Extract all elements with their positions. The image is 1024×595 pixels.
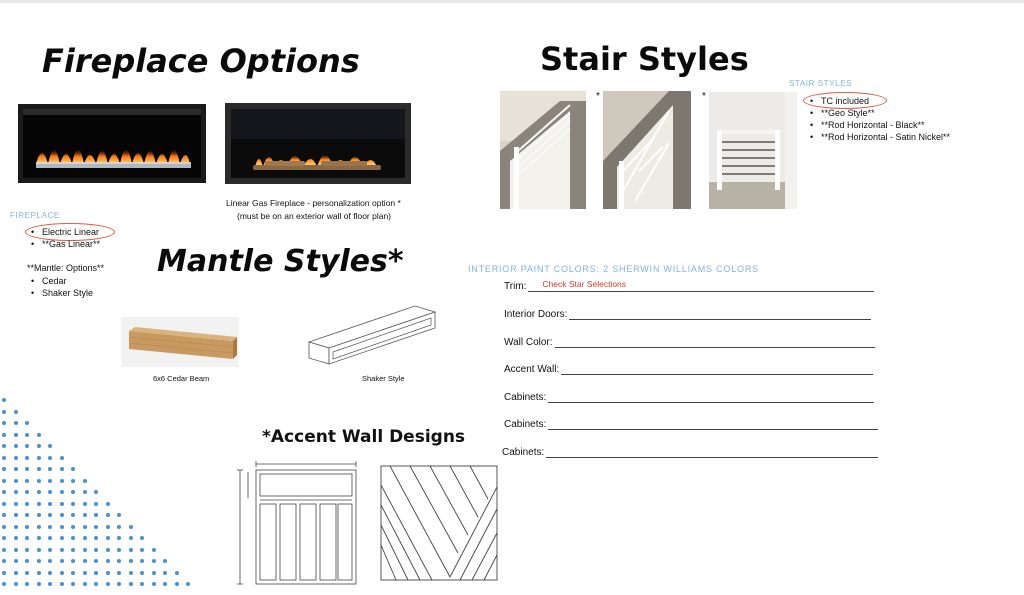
decorative-dot (71, 548, 75, 552)
stair-asterisk-2: * (702, 91, 706, 102)
decorative-dot (129, 536, 133, 540)
decorative-dot (117, 513, 121, 517)
stair-photo-2 (603, 91, 691, 209)
decorative-dot (60, 548, 64, 552)
decorative-dot (129, 559, 133, 563)
decorative-dot (94, 513, 98, 517)
decorative-dot (117, 548, 121, 552)
stair-asterisk-1: * (596, 91, 600, 102)
decorative-dot (152, 571, 156, 575)
decorative-dot (60, 559, 64, 563)
decorative-dot (94, 559, 98, 563)
decorative-dot (94, 525, 98, 529)
decorative-dot (163, 582, 167, 586)
stair-option-tc: • TC included (805, 95, 950, 107)
decorative-dot (37, 571, 41, 575)
decorative-dot (60, 467, 64, 471)
decorative-dot (25, 559, 29, 563)
decorative-dot (106, 536, 110, 540)
accent-wall-panel-illustration (232, 458, 362, 590)
decorative-dot (83, 582, 87, 586)
paint-line-wall-color[interactable] (555, 346, 875, 348)
decorative-dot (2, 502, 6, 506)
decorative-dot-pattern (0, 396, 200, 594)
decorative-dot (2, 467, 6, 471)
decorative-dot (140, 582, 144, 586)
decorative-dot (163, 559, 167, 563)
decorative-dot (2, 398, 6, 402)
decorative-dot (129, 525, 133, 529)
decorative-dot (14, 525, 18, 529)
decorative-dot (37, 536, 41, 540)
decorative-dot (48, 525, 52, 529)
paint-heading: INTERIOR PAINT COLORS: 2 SHERWIN WILLIAMS COLORS (468, 264, 759, 274)
decorative-dot (60, 456, 64, 460)
decorative-dot (83, 502, 87, 506)
decorative-dot (37, 490, 41, 494)
paint-label-interior-doors: Interior Doors: (504, 309, 568, 320)
accent-title: *Accent Wall Designs (262, 427, 466, 447)
decorative-dot (37, 513, 41, 517)
mantle-options-label: **Mantle: Options** (27, 263, 105, 273)
decorative-dot (186, 582, 190, 586)
decorative-dot (25, 421, 29, 425)
decorative-dot (71, 467, 75, 471)
electric-fireplace-image (18, 104, 206, 183)
decorative-dot (14, 467, 18, 471)
decorative-dot (140, 559, 144, 563)
decorative-dot (48, 559, 52, 563)
decorative-dot (117, 525, 121, 529)
decorative-dot (48, 456, 52, 460)
decorative-dot (25, 525, 29, 529)
decorative-dot (140, 548, 144, 552)
paint-label-trim: Trim: (504, 281, 527, 292)
decorative-dot (14, 536, 18, 540)
decorative-dot (2, 433, 6, 437)
decorative-dot (37, 479, 41, 483)
decorative-dot (2, 582, 6, 586)
paint-line-cabinets-1[interactable] (548, 401, 874, 403)
paint-line-accent-wall[interactable] (561, 373, 873, 375)
decorative-dot (129, 571, 133, 575)
decorative-dot (117, 559, 121, 563)
decorative-dot (48, 536, 52, 540)
decorative-dot (2, 479, 6, 483)
decorative-dot (25, 536, 29, 540)
decorative-dot (175, 571, 179, 575)
decorative-dot (25, 433, 29, 437)
stair-photo-1-illustration (500, 91, 586, 209)
decorative-dot (94, 582, 98, 586)
decorative-dot (14, 571, 18, 575)
decorative-dot (14, 479, 18, 483)
decorative-dot (14, 502, 18, 506)
paint-row-cabinets-3 (502, 447, 878, 458)
decorative-dot (2, 456, 6, 460)
decorative-dot (71, 582, 75, 586)
decorative-dot (60, 536, 64, 540)
shaker-mantle-illustration (307, 304, 437, 366)
decorative-dot (37, 502, 41, 506)
paint-label-accent-wall: Accent Wall: (504, 364, 560, 375)
accent-wall-drawing-2 (380, 465, 498, 581)
fireplace-title: Fireplace Options (42, 42, 360, 80)
paint-row-wall-color (504, 337, 875, 348)
decorative-dot (2, 490, 6, 494)
decorative-dot (152, 548, 156, 552)
decorative-dot (83, 571, 87, 575)
decorative-dot (71, 536, 75, 540)
stair-photo-1 (500, 91, 586, 209)
stair-option-rod-nickel: • **Rod Horizontal - Satin Nickel** (805, 131, 950, 143)
decorative-dot (94, 536, 98, 540)
decorative-dot (48, 467, 52, 471)
decorative-dot (94, 571, 98, 575)
fireplace-option-electric: • Electric Linear (26, 226, 100, 238)
decorative-dot (152, 582, 156, 586)
decorative-dot (129, 548, 133, 552)
decorative-dot (48, 444, 52, 448)
stairs-section-label: STAIR STYLES (789, 79, 853, 88)
decorative-dot (25, 444, 29, 448)
decorative-dot (129, 582, 133, 586)
decorative-dot (2, 571, 6, 575)
accent-wall-drawing-1 (232, 458, 362, 590)
decorative-dot (83, 559, 87, 563)
decorative-dot (106, 513, 110, 517)
cedar-beam-caption: 6x6 Cedar Beam (153, 374, 210, 383)
fireplace-section-label: FIREPLACE (10, 211, 60, 220)
decorative-dot (48, 571, 52, 575)
decorative-dot (14, 410, 18, 414)
decorative-dot (14, 490, 18, 494)
decorative-dot (60, 582, 64, 586)
fireplace-options-list (26, 226, 100, 250)
decorative-dot (14, 456, 18, 460)
top-border (0, 0, 1024, 3)
mantle-option-shaker: • Shaker Style (26, 287, 93, 299)
decorative-dot (14, 559, 18, 563)
decorative-dot (106, 548, 110, 552)
decorative-dot (106, 571, 110, 575)
paint-line-cabinets-3[interactable] (546, 456, 878, 458)
decorative-dot (37, 444, 41, 448)
stair-photo-2-illustration (603, 91, 691, 209)
decorative-dot (25, 502, 29, 506)
decorative-dot (2, 444, 6, 448)
electric-fireplace-illustration (18, 104, 206, 183)
decorative-dot (83, 479, 87, 483)
accent-wall-chevron-illustration (380, 465, 498, 581)
decorative-dot (37, 525, 41, 529)
decorative-dot (175, 582, 179, 586)
paint-row-cabinets-2 (504, 419, 878, 430)
fireplace-option-gas: • **Gas Linear** (26, 238, 100, 250)
decorative-dot (25, 582, 29, 586)
paint-line-interior-doors[interactable] (569, 318, 871, 320)
decorative-dot (94, 502, 98, 506)
decorative-dot (117, 536, 121, 540)
decorative-dot (25, 548, 29, 552)
decorative-dot (117, 571, 121, 575)
decorative-dot (25, 513, 29, 517)
paint-label-wall-color: Wall Color: (504, 337, 553, 348)
decorative-dot (60, 479, 64, 483)
decorative-dot (2, 536, 6, 540)
decorative-dot (2, 559, 6, 563)
decorative-dot (140, 571, 144, 575)
paint-row-cabinets-1 (504, 392, 874, 403)
paint-label-cabinets-1: Cabinets: (504, 392, 547, 403)
decorative-dot (25, 467, 29, 471)
paint-line-cabinets-2[interactable] (548, 428, 878, 430)
decorative-dot (60, 490, 64, 494)
decorative-dot (83, 548, 87, 552)
paint-row-trim (504, 281, 874, 292)
cedar-beam-illustration (121, 317, 239, 367)
decorative-dot (37, 582, 41, 586)
gas-fireplace-caption-line2: (must be on an exterior wall of floor plan) (237, 211, 392, 221)
decorative-dot (37, 548, 41, 552)
stair-photo-3 (709, 92, 797, 209)
decorative-dot (25, 456, 29, 460)
decorative-dot (25, 490, 29, 494)
decorative-dot (48, 513, 52, 517)
stair-photo-3-illustration (709, 92, 797, 209)
paint-label-cabinets-3: Cabinets: (502, 447, 545, 458)
decorative-dot (37, 467, 41, 471)
shaker-caption: Shaker Style (362, 374, 405, 383)
decorative-dot (71, 571, 75, 575)
decorative-dot (106, 582, 110, 586)
decorative-dot (37, 433, 41, 437)
decorative-dot (14, 513, 18, 517)
decorative-dot (117, 582, 121, 586)
decorative-dot (48, 502, 52, 506)
decorative-dot (48, 548, 52, 552)
decorative-dot (37, 559, 41, 563)
decorative-dot (71, 559, 75, 563)
decorative-dot (60, 513, 64, 517)
decorative-dot (25, 479, 29, 483)
decorative-dot (48, 479, 52, 483)
decorative-dot (71, 525, 75, 529)
decorative-dot (94, 548, 98, 552)
decorative-dot (60, 525, 64, 529)
stair-option-rod-black: • **Rod Horizontal - Black** (805, 119, 950, 131)
shaker-mantle-image (307, 304, 437, 366)
decorative-dot (140, 536, 144, 540)
stairs-title: Stair Styles (540, 40, 749, 78)
decorative-dot (14, 582, 18, 586)
mantle-option-cedar: • Cedar (26, 275, 93, 287)
decorative-dot (2, 421, 6, 425)
decorative-dot (71, 479, 75, 483)
mantle-title: Mantle Styles* (157, 244, 404, 279)
decorative-dot (2, 548, 6, 552)
stair-option-geo: • **Geo Style** (805, 107, 950, 119)
decorative-dot (71, 502, 75, 506)
decorative-dot (2, 525, 6, 529)
decorative-dot (14, 548, 18, 552)
decorative-dot (106, 502, 110, 506)
decorative-dot (94, 490, 98, 494)
decorative-dot (37, 456, 41, 460)
decorative-dot (2, 513, 6, 517)
decorative-dot (14, 421, 18, 425)
stairs-options-list (805, 95, 950, 143)
mantle-options-list (26, 275, 93, 299)
decorative-dot (83, 513, 87, 517)
gas-fireplace-illustration (225, 103, 411, 184)
paint-row-interior-doors (504, 309, 871, 320)
paint-label-cabinets-2: Cabinets: (504, 419, 547, 430)
gas-fireplace-image (225, 103, 411, 184)
decorative-dot (83, 536, 87, 540)
decorative-dot (83, 490, 87, 494)
decorative-dot (2, 410, 6, 414)
decorative-dot (71, 490, 75, 494)
decorative-dot (163, 571, 167, 575)
gas-fireplace-caption-line1: Linear Gas Fireplace - personalization option * (226, 198, 401, 208)
paint-row-accent-wall (504, 364, 873, 375)
decorative-dot (152, 559, 156, 563)
decorative-dot (48, 582, 52, 586)
decorative-dot (48, 490, 52, 494)
decorative-dot (14, 433, 18, 437)
decorative-dot (106, 525, 110, 529)
paint-line-trim[interactable] (528, 279, 874, 292)
cedar-beam-image (121, 317, 239, 367)
decorative-dot (25, 571, 29, 575)
decorative-dot (71, 513, 75, 517)
decorative-dot (14, 444, 18, 448)
decorative-dot (83, 525, 87, 529)
decorative-dot (60, 502, 64, 506)
decorative-dot (106, 559, 110, 563)
paint-value-trim: Check Star Selections (542, 279, 627, 289)
decorative-dot (60, 571, 64, 575)
